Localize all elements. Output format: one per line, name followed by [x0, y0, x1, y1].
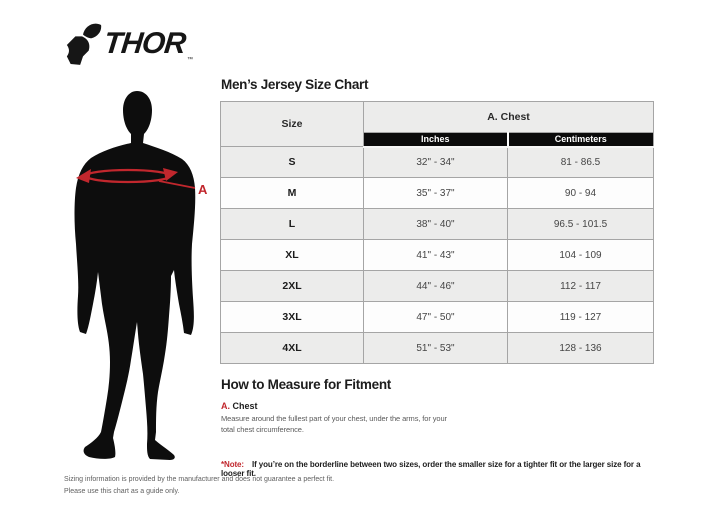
table-row [221, 271, 654, 302]
size-cell: XL [221, 240, 364, 271]
centimeters-cell: 119 - 127 [508, 302, 654, 333]
inches-cell: 35" - 37" [364, 178, 508, 209]
size-table-body [221, 147, 654, 364]
measure-description: Measure around the fullest part of your chest, under the arms, for your total chest circumference. [221, 414, 447, 435]
disclaimer-line-2: Please use this chart as a guide only. [64, 487, 180, 495]
inches-cell: 38" - 40" [364, 209, 508, 240]
trademark-symbol: ™ [187, 57, 193, 63]
centimeters-cell: 104 - 109 [508, 240, 654, 271]
centimeters-cell: 96.5 - 101.5 [508, 209, 654, 240]
centimeters-column-header: Centimeters [508, 133, 654, 147]
size-cell: S [221, 147, 364, 178]
size-table [220, 101, 654, 364]
measure-label-letter: A. [221, 401, 230, 411]
disclaimer-line-1: Sizing information is provided by the manufacturer and does not guarantee a perfect fit. [64, 476, 335, 483]
inches-cell: 44" - 46" [364, 271, 508, 302]
size-cell: 4XL [221, 333, 364, 364]
table-header-row [221, 102, 654, 133]
inches-cell: 47" - 50" [364, 302, 508, 333]
male-silhouette-figure [50, 86, 220, 466]
body-silhouette [75, 91, 196, 460]
size-chart-panel [220, 77, 654, 478]
measure-label [221, 401, 654, 411]
inches-cell: 51" - 53" [364, 333, 508, 364]
size-cell: L [221, 209, 364, 240]
chest-marker-label: A [198, 182, 208, 197]
fit-note-text: If you’re on the borderline between two sizes, order the smaller size for a tighter fit or the larger size for a looser fit. [221, 459, 641, 478]
measure-label-name: Chest [232, 401, 258, 411]
sizing-disclaimer [64, 474, 334, 497]
brand-logo-text: THOR [102, 27, 187, 60]
inches-column-header: Inches [364, 133, 508, 147]
table-row [221, 333, 654, 364]
size-cell: 3XL [221, 302, 364, 333]
size-chart-title: Men’s Jersey Size Chart [221, 77, 369, 92]
goat-head-logo-icon [64, 22, 102, 66]
centimeters-cell: 90 - 94 [508, 178, 654, 209]
table-row [221, 240, 654, 271]
table-row [221, 178, 654, 209]
size-cell: M [221, 178, 364, 209]
brand-logo [64, 22, 193, 66]
size-cell: 2XL [221, 271, 364, 302]
table-row [221, 302, 654, 333]
table-row [221, 209, 654, 240]
centimeters-cell: 112 - 117 [508, 271, 654, 302]
chest-column-group-header: A. Chest [364, 102, 654, 133]
centimeters-cell: 128 - 136 [508, 333, 654, 364]
centimeters-cell: 81 - 86.5 [508, 147, 654, 178]
fit-note-prefix: *Note: [221, 459, 244, 469]
inches-cell: 41" - 43" [364, 240, 508, 271]
inches-cell: 32" - 34" [364, 147, 508, 178]
table-row [221, 147, 654, 178]
measure-section-heading: How to Measure for Fitment [221, 377, 391, 392]
size-column-header: Size [221, 102, 364, 147]
